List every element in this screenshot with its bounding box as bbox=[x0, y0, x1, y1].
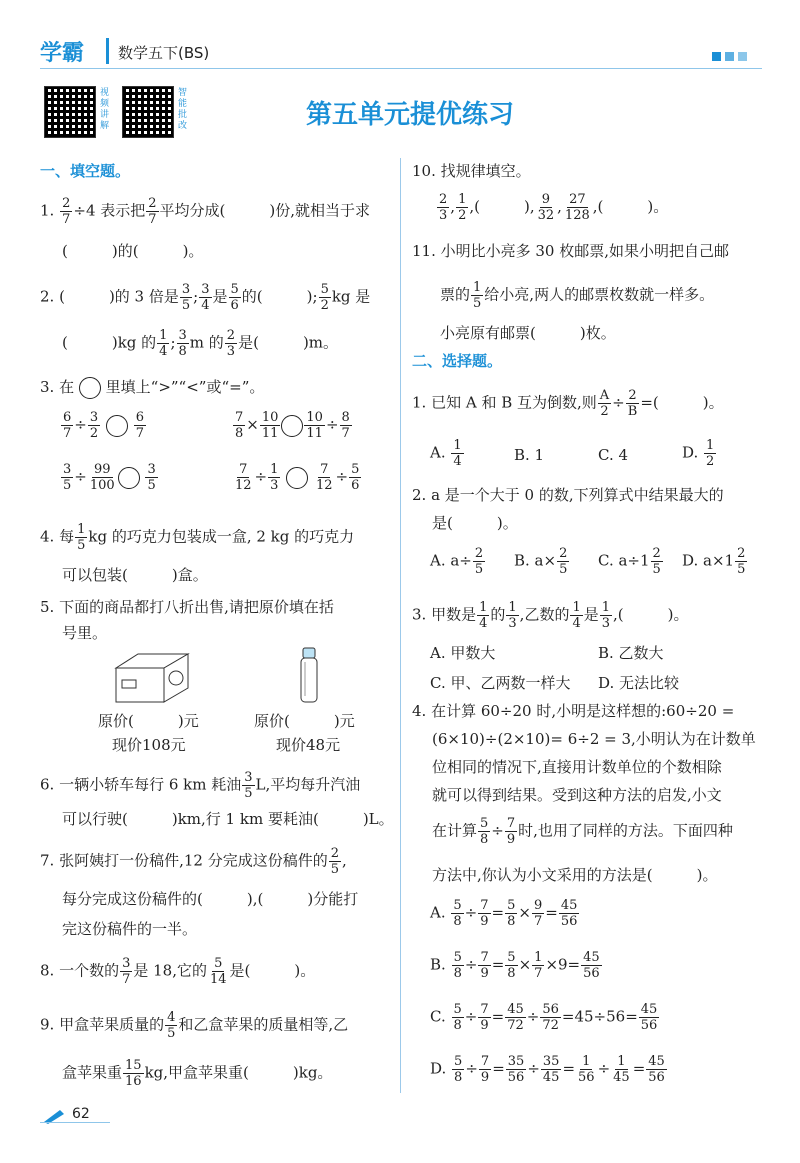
logo-divider bbox=[106, 38, 109, 64]
box-current-price: 现价108元 bbox=[112, 736, 186, 754]
choice-4-line2: (6×10)÷(2×10)= 6÷2 = 3,小明认为在计数单 bbox=[432, 730, 756, 748]
choice-4-line3: 位相同的情况下,直接用计数单位的个数相除 bbox=[432, 758, 722, 776]
question-3-row1b: $\frac{7}{8}$ × $\frac{10}{11}$ $\frac{10}{11}$ ÷ $\frac{8}{7}$ bbox=[235, 410, 350, 441]
choice-2-option-b[interactable]: B. a× $\frac{2}{5}$ bbox=[514, 546, 568, 577]
choice-3-option-a[interactable]: A. 甲数大 bbox=[430, 644, 496, 662]
choice-2-option-d[interactable]: D. a×1 $\frac{2}{5}$ bbox=[682, 546, 746, 577]
question-10-sequence: $\frac{2}{3}$ , $\frac{1}{2}$ ,( ), $\frac{9}{32}$ , $\frac{27}{128}$ ,( )。 bbox=[439, 192, 669, 223]
question-9: 9. 甲盒苹果质量的 $\frac{4}{5}$ 和乙盒苹果的质量相等,乙 bbox=[40, 1010, 349, 1041]
choice-1-option-d[interactable]: D. $\frac{1}{2}$ bbox=[682, 438, 715, 469]
choice-3-option-d[interactable]: D. 无法比较 bbox=[598, 674, 680, 692]
choice-4-line4: 就可以得到结果。受到这种方法的启发,小文 bbox=[432, 786, 722, 804]
section-fill-blank: 一、填空题。 bbox=[40, 162, 131, 180]
compare-circle[interactable] bbox=[118, 467, 140, 489]
page-number: 62 bbox=[72, 1106, 90, 1122]
question-4-line2: 可以包装( )盒。 bbox=[62, 566, 208, 584]
header-square bbox=[725, 52, 734, 61]
choice-1-option-b[interactable]: B. 1 bbox=[514, 446, 545, 464]
question-6: 6. 一辆小轿车每行 6 km 耗油 $\frac{3}{5}$ L,平均每升汽油 bbox=[40, 770, 361, 801]
choice-4-line5: 在计算 $\frac{5}{8}$ ÷ $\frac{7}{9}$ 时,也用了同样的方法。下面四种 bbox=[432, 816, 733, 847]
question-11-line3: 小亮原有邮票( )枚。 bbox=[440, 324, 616, 342]
bottle-original-price: 原价( )元 bbox=[254, 712, 355, 730]
qr-label-grading: 智能批改 bbox=[178, 88, 188, 131]
choice-3-option-b[interactable]: B. 乙数大 bbox=[598, 644, 664, 662]
choice-4-option-b[interactable]: B. $\frac{5}{8}$ ÷ $\frac{7}{9}$ = $\frac{5}{8}$ × $\frac{1}{7}$ ×9= $\frac{45}{56}$ bbox=[430, 950, 600, 981]
question-3-row2b: $\frac{7}{12}$ ÷ $\frac{1}{3}$ $\frac{7}{12}$ ÷ $\frac{5}{6}$ bbox=[235, 462, 360, 493]
question-3-row1a: $\frac{6}{7}$ ÷ $\frac{3}{2}$ $\frac{6}{7}$ bbox=[63, 410, 144, 441]
choice-1: 1. 已知 A 和 B 互为倒数,则 $\frac{A}{2}$ ÷ $\frac{2}{B}$ =( )。 bbox=[412, 388, 724, 419]
brand-logo: 学霸 bbox=[40, 41, 85, 66]
question-4: 4. 每 $\frac{1}{5}$ kg 的巧克力包装成一盒, 2 kg 的巧克力 bbox=[40, 522, 355, 553]
compare-circle[interactable] bbox=[281, 415, 303, 437]
question-1: 1. $\frac{2}{7}$ ÷4 表示把 $\frac{2}{7}$ 平均分成( )份,就相当于求 bbox=[40, 196, 371, 227]
compare-circle[interactable] bbox=[79, 377, 101, 399]
compare-circle[interactable] bbox=[286, 467, 308, 489]
header-rule bbox=[40, 68, 762, 69]
question-6-line2: 可以行驶( )km,行 1 km 要耗油( )L。 bbox=[62, 810, 394, 828]
question-11: 11. 小明比小亮多 30 枚邮票,如果小明把自己邮 bbox=[412, 242, 730, 260]
question-7-line3: 完这份稿件的一半。 bbox=[62, 920, 198, 938]
choice-2: 2. a 是一个大于 0 的数,下列算式中结果最大的 bbox=[412, 486, 724, 504]
question-7: 7. 张阿姨打一份稿件,12 分完成这份稿件的 $\frac{2}{5}$ , bbox=[40, 846, 347, 877]
header-square bbox=[712, 52, 721, 61]
question-7-line2: 每分完成这份稿件的( ),( )分能打 bbox=[62, 890, 359, 908]
question-2-line2: ( )kg 的 $\frac{1}{4}$ ; $\frac{3}{8}$ m 的 $\frac{2}{3}$ 是( )m。 bbox=[62, 328, 339, 359]
qr-label-video: 视频讲解 bbox=[100, 88, 110, 131]
choice-3-option-c[interactable]: C. 甲、乙两数一样大 bbox=[430, 674, 571, 692]
choice-4-option-d[interactable]: D. $\frac{5}{8}$ ÷ $\frac{7}{9}$ = $\frac{35}{56}$ ÷ $\frac{35}{45}$ = $\frac{1}{56}$ ÷ $\frac{1}{45}$ = $\frac{45}{56}$ bbox=[430, 1054, 665, 1085]
question-10: 10. 找规律填空。 bbox=[412, 162, 531, 180]
question-11-line2: 票的 $\frac{1}{5}$ 给小亮,两人的邮票枚数就一样多。 bbox=[440, 280, 715, 311]
box-original-price: 原价( )元 bbox=[98, 712, 199, 730]
compare-circle[interactable] bbox=[106, 415, 128, 437]
question-5: 5. 下面的商品都打八折出售,请把原价填在括 bbox=[40, 598, 334, 616]
page-title: 第五单元提优练习 bbox=[305, 100, 514, 130]
question-8: 8. 一个数的 $\frac{3}{7}$ 是 18,它的 $\frac{5}{14}$ 是( )。 bbox=[40, 956, 316, 987]
question-9-line2: 盒苹果重 $\frac{15}{16}$ kg,甲盒苹果重( )kg。 bbox=[62, 1058, 333, 1089]
choice-4-option-c[interactable]: C. $\frac{5}{8}$ ÷ $\frac{7}{9}$ = $\frac{45}{72}$ ÷ $\frac{56}{72}$ =45÷56= $\frac{45}{56}$ bbox=[430, 1002, 658, 1033]
choice-1-option-c[interactable]: C. 4 bbox=[598, 446, 629, 464]
book-title: 数学五下(BS) bbox=[118, 44, 210, 62]
choice-2-option-c[interactable]: C. a÷1 $\frac{2}{5}$ bbox=[598, 546, 661, 577]
column-divider bbox=[400, 158, 401, 1093]
choice-4: 4. 在计算 60÷20 时,小明是这样想的:60÷20 = bbox=[412, 702, 735, 720]
header-square bbox=[738, 52, 747, 61]
choice-4-option-a[interactable]: A. $\frac{5}{8}$ ÷ $\frac{7}{9}$ = $\frac{5}{8}$ × $\frac{9}{7}$ = $\frac{45}{56}$ bbox=[430, 898, 578, 929]
choice-2-line2: 是( )。 bbox=[432, 514, 518, 532]
bottle-image bbox=[296, 646, 322, 704]
question-5-line2: 号里。 bbox=[62, 624, 108, 642]
question-3-row2a: $\frac{3}{5}$ ÷ $\frac{99}{100}$ $\frac{3}{5}$ bbox=[63, 462, 156, 493]
bottle-current-price: 现价48元 bbox=[276, 736, 341, 754]
choice-3: 3. 甲数是 $\frac{1}{4}$ 的 $\frac{1}{3}$ ,乙数的 $\frac{1}{4}$ 是 $\frac{1}{3}$ ,( )。 bbox=[412, 600, 689, 631]
footer-rule bbox=[40, 1122, 110, 1123]
question-1-line2: ( )的( )。 bbox=[62, 242, 204, 260]
choice-4-line6: 方法中,你认为小文采用的方法是( )。 bbox=[432, 866, 718, 884]
choice-2-option-a[interactable]: A. a÷ $\frac{2}{5}$ bbox=[430, 546, 484, 577]
question-3: 3. 在 里填上“>”“<”或“=”。 bbox=[40, 376, 264, 399]
choice-1-option-a[interactable]: A. $\frac{1}{4}$ bbox=[430, 438, 462, 469]
section-choice: 二、选择题。 bbox=[412, 352, 503, 370]
question-2: 2. ( )的 3 倍是 $\frac{3}{5}$ ; $\frac{3}{4}$ 是 $\frac{5}{6}$ 的( ); $\frac{5}{2}$ kg 是 bbox=[40, 282, 371, 313]
box-image bbox=[112, 650, 192, 704]
